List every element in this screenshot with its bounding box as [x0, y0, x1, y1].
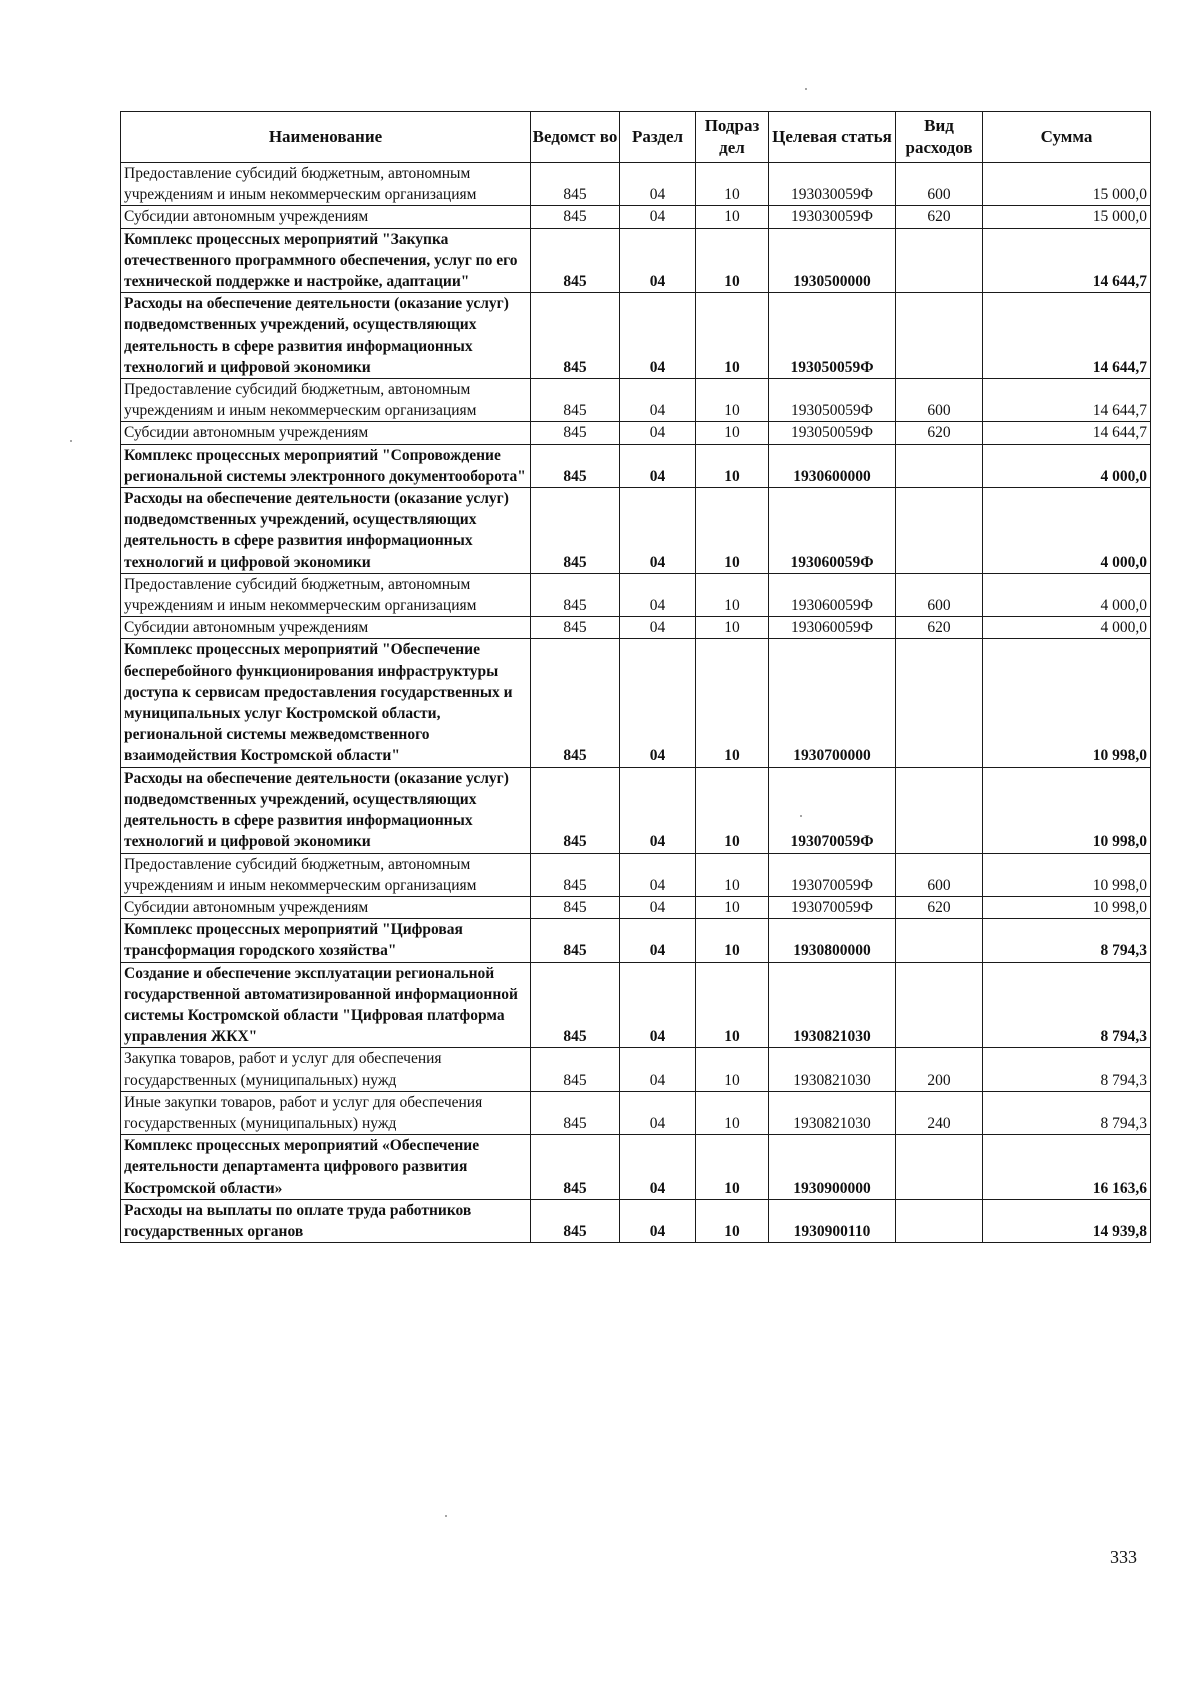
cell-section: 04 — [620, 639, 696, 767]
cell-subsection: 10 — [696, 379, 769, 422]
cell-sum: 8 794,3 — [983, 1091, 1151, 1134]
cell-sum: 10 998,0 — [983, 896, 1151, 918]
table-row — [121, 206, 1151, 228]
cell-section: 04 — [620, 1199, 696, 1242]
cell-name: Предоставление субсидий бюджетным, автономным учреждениям и иным некоммерческим организациям — [121, 853, 531, 896]
cell-section: 04 — [620, 422, 696, 444]
cell-dept: 845 — [531, 573, 620, 616]
table-row — [121, 919, 1151, 962]
cell-name: Субсидии автономным учреждениям — [121, 896, 531, 918]
cell-kind — [896, 639, 983, 767]
cell-dept: 845 — [531, 444, 620, 487]
cell-kind: 200 — [896, 1048, 983, 1091]
cell-target: 193070059Ф — [769, 767, 896, 853]
cell-name: Предоставление субсидий бюджетным, автономным учреждениям и иным некоммерческим организациям — [121, 379, 531, 422]
cell-subsection: 10 — [696, 573, 769, 616]
cell-section: 04 — [620, 617, 696, 639]
header-kind: Вид расходов — [896, 112, 983, 163]
cell-kind — [896, 767, 983, 853]
cell-target: 1930500000 — [769, 228, 896, 293]
cell-subsection: 10 — [696, 228, 769, 293]
cell-name: Создание и обеспечение эксплуатации региональной государственной автоматизированной информационной системы Костромской области "Цифровая платформа управления ЖКХ" — [121, 962, 531, 1048]
cell-target: 193030059Ф — [769, 206, 896, 228]
table-row — [121, 1091, 1151, 1134]
cell-dept: 845 — [531, 767, 620, 853]
cell-dept: 845 — [531, 1135, 620, 1200]
cell-sum: 10 998,0 — [983, 767, 1151, 853]
cell-sum: 14 644,7 — [983, 422, 1151, 444]
cell-dept: 845 — [531, 617, 620, 639]
scan-speck — [70, 440, 72, 442]
cell-subsection: 10 — [696, 163, 769, 206]
table-row — [121, 163, 1151, 206]
cell-sum: 10 998,0 — [983, 853, 1151, 896]
cell-dept: 845 — [531, 962, 620, 1048]
cell-subsection: 10 — [696, 206, 769, 228]
cell-section: 04 — [620, 1135, 696, 1200]
cell-section: 04 — [620, 488, 696, 574]
cell-section: 04 — [620, 919, 696, 962]
cell-subsection: 10 — [696, 444, 769, 487]
cell-subsection: 10 — [696, 1199, 769, 1242]
cell-target: 1930600000 — [769, 444, 896, 487]
cell-dept: 845 — [531, 853, 620, 896]
cell-kind: 600 — [896, 163, 983, 206]
table-row — [121, 617, 1151, 639]
cell-kind: 240 — [896, 1091, 983, 1134]
cell-subsection: 10 — [696, 896, 769, 918]
cell-subsection: 10 — [696, 1048, 769, 1091]
header-sum: Сумма — [983, 112, 1151, 163]
cell-subsection: 10 — [696, 919, 769, 962]
cell-sum: 16 163,6 — [983, 1135, 1151, 1200]
cell-name: Иные закупки товаров, работ и услуг для обеспечения государственных (муниципальных) нужд — [121, 1091, 531, 1134]
cell-kind — [896, 488, 983, 574]
cell-sum: 8 794,3 — [983, 1048, 1151, 1091]
cell-name: Субсидии автономным учреждениям — [121, 617, 531, 639]
cell-section: 04 — [620, 206, 696, 228]
cell-section: 04 — [620, 444, 696, 487]
cell-target: 193050059Ф — [769, 293, 896, 379]
cell-name: Расходы на выплаты по оплате труда работников государственных органов — [121, 1199, 531, 1242]
table-row — [121, 573, 1151, 616]
cell-dept: 845 — [531, 163, 620, 206]
cell-sum: 14 644,7 — [983, 379, 1151, 422]
cell-dept: 845 — [531, 1048, 620, 1091]
cell-name: Комплекс процессных мероприятий "Цифровая трансформация городского хозяйства" — [121, 919, 531, 962]
cell-name: Закупка товаров, работ и услуг для обеспечения государственных (муниципальных) нужд — [121, 1048, 531, 1091]
cell-target: 1930821030 — [769, 1048, 896, 1091]
cell-subsection: 10 — [696, 853, 769, 896]
cell-name: Расходы на обеспечение деятельности (оказание услуг) подведомственных учреждений, осуществляющих деятельность в сфере развития информационных технологий и цифровой экономики — [121, 767, 531, 853]
cell-sum: 14 644,7 — [983, 293, 1151, 379]
cell-name: Расходы на обеспечение деятельности (оказание услуг) подведомственных учреждений, осуществляющих деятельность в сфере развития информационных технологий и цифровой экономики — [121, 293, 531, 379]
cell-name: Субсидии автономным учреждениям — [121, 206, 531, 228]
cell-name: Предоставление субсидий бюджетным, автономным учреждениям и иным некоммерческим организациям — [121, 573, 531, 616]
cell-dept: 845 — [531, 488, 620, 574]
cell-section: 04 — [620, 767, 696, 853]
header-row — [121, 112, 1151, 163]
cell-dept: 845 — [531, 1199, 620, 1242]
cell-name: Комплекс процессных мероприятий «Обеспечение деятельности департамента цифрового развития Костромской области» — [121, 1135, 531, 1200]
cell-sum: 4 000,0 — [983, 617, 1151, 639]
scan-speck — [800, 815, 802, 817]
cell-name: Комплекс процессных мероприятий "Обеспечение бесперебойного функционирования инфраструктуры доступа к сервисам предоставления государственных и муниципальных услуг Костромской области, региональной системы межведомственного взаимодействия Костромской области" — [121, 639, 531, 767]
cell-section: 04 — [620, 228, 696, 293]
cell-dept: 845 — [531, 919, 620, 962]
header-name: Наименование — [121, 112, 531, 163]
cell-target: 193030059Ф — [769, 163, 896, 206]
cell-target: 193050059Ф — [769, 379, 896, 422]
cell-section: 04 — [620, 1091, 696, 1134]
cell-subsection: 10 — [696, 639, 769, 767]
cell-target: 193060059Ф — [769, 617, 896, 639]
cell-dept: 845 — [531, 379, 620, 422]
cell-dept: 845 — [531, 293, 620, 379]
cell-section: 04 — [620, 293, 696, 379]
scan-speck — [805, 88, 807, 90]
table-row — [121, 1199, 1151, 1242]
cell-kind: 600 — [896, 573, 983, 616]
cell-section: 04 — [620, 896, 696, 918]
cell-subsection: 10 — [696, 1091, 769, 1134]
cell-subsection: 10 — [696, 488, 769, 574]
table-row — [121, 1048, 1151, 1091]
table-row — [121, 228, 1151, 293]
cell-target: 193070059Ф — [769, 896, 896, 918]
table-body — [121, 163, 1151, 1243]
table-row — [121, 853, 1151, 896]
cell-name: Комплекс процессных мероприятий "Сопровождение региональной системы электронного документооборота" — [121, 444, 531, 487]
cell-target: 1930900110 — [769, 1199, 896, 1242]
table-row — [121, 639, 1151, 767]
cell-sum: 4 000,0 — [983, 573, 1151, 616]
cell-section: 04 — [620, 962, 696, 1048]
cell-kind — [896, 919, 983, 962]
cell-kind: 620 — [896, 422, 983, 444]
cell-subsection: 10 — [696, 962, 769, 1048]
header-target: Целевая статья — [769, 112, 896, 163]
table-row — [121, 767, 1151, 853]
cell-sum: 15 000,0 — [983, 163, 1151, 206]
cell-target: 193050059Ф — [769, 422, 896, 444]
cell-dept: 845 — [531, 639, 620, 767]
cell-subsection: 10 — [696, 617, 769, 639]
cell-sum: 10 998,0 — [983, 639, 1151, 767]
cell-section: 04 — [620, 573, 696, 616]
cell-kind: 620 — [896, 206, 983, 228]
table-row — [121, 379, 1151, 422]
cell-kind: 620 — [896, 896, 983, 918]
cell-dept: 845 — [531, 1091, 620, 1134]
cell-name: Комплекс процессных мероприятий "Закупка отечественного программного обеспечения, услуг по его технической поддержке и настройке, адаптации" — [121, 228, 531, 293]
cell-sum: 8 794,3 — [983, 962, 1151, 1048]
cell-subsection: 10 — [696, 293, 769, 379]
cell-target: 1930900000 — [769, 1135, 896, 1200]
cell-sum: 14 644,7 — [983, 228, 1151, 293]
cell-subsection: 10 — [696, 1135, 769, 1200]
cell-sum: 15 000,0 — [983, 206, 1151, 228]
scan-speck — [445, 1515, 447, 1517]
cell-subsection: 10 — [696, 767, 769, 853]
cell-target: 1930800000 — [769, 919, 896, 962]
cell-sum: 14 939,8 — [983, 1199, 1151, 1242]
cell-kind — [896, 293, 983, 379]
cell-dept: 845 — [531, 206, 620, 228]
table-row — [121, 444, 1151, 487]
cell-section: 04 — [620, 163, 696, 206]
cell-kind — [896, 962, 983, 1048]
cell-kind — [896, 444, 983, 487]
cell-kind: 600 — [896, 379, 983, 422]
cell-kind: 620 — [896, 617, 983, 639]
cell-name: Субсидии автономным учреждениям — [121, 422, 531, 444]
page-number: 333 — [1110, 1547, 1137, 1567]
cell-target: 193070059Ф — [769, 853, 896, 896]
table-row — [121, 293, 1151, 379]
cell-sum: 8 794,3 — [983, 919, 1151, 962]
cell-sum: 4 000,0 — [983, 444, 1151, 487]
table-row — [121, 896, 1151, 918]
cell-dept: 845 — [531, 896, 620, 918]
table-row — [121, 962, 1151, 1048]
table-row — [121, 422, 1151, 444]
table-row — [121, 1135, 1151, 1200]
table-header — [121, 112, 1151, 163]
cell-kind — [896, 1199, 983, 1242]
cell-target: 1930821030 — [769, 962, 896, 1048]
header-subsection: Подраз дел — [696, 112, 769, 163]
cell-section: 04 — [620, 853, 696, 896]
cell-name: Предоставление субсидий бюджетным, автономным учреждениям и иным некоммерческим организациям — [121, 163, 531, 206]
cell-section: 04 — [620, 1048, 696, 1091]
cell-kind: 600 — [896, 853, 983, 896]
cell-target: 193060059Ф — [769, 573, 896, 616]
table-row — [121, 488, 1151, 574]
cell-sum: 4 000,0 — [983, 488, 1151, 574]
cell-subsection: 10 — [696, 422, 769, 444]
cell-name: Расходы на обеспечение деятельности (оказание услуг) подведомственных учреждений, осуществляющих деятельность в сфере развития информационных технологий и цифровой экономики — [121, 488, 531, 574]
cell-section: 04 — [620, 379, 696, 422]
cell-dept: 845 — [531, 422, 620, 444]
cell-dept: 845 — [531, 228, 620, 293]
budget-table — [120, 111, 1151, 1243]
header-dept: Ведомст во — [531, 112, 620, 163]
cell-kind — [896, 1135, 983, 1200]
cell-kind — [896, 228, 983, 293]
cell-target: 193060059Ф — [769, 488, 896, 574]
cell-target: 1930700000 — [769, 639, 896, 767]
header-section: Раздел — [620, 112, 696, 163]
cell-target: 1930821030 — [769, 1091, 896, 1134]
